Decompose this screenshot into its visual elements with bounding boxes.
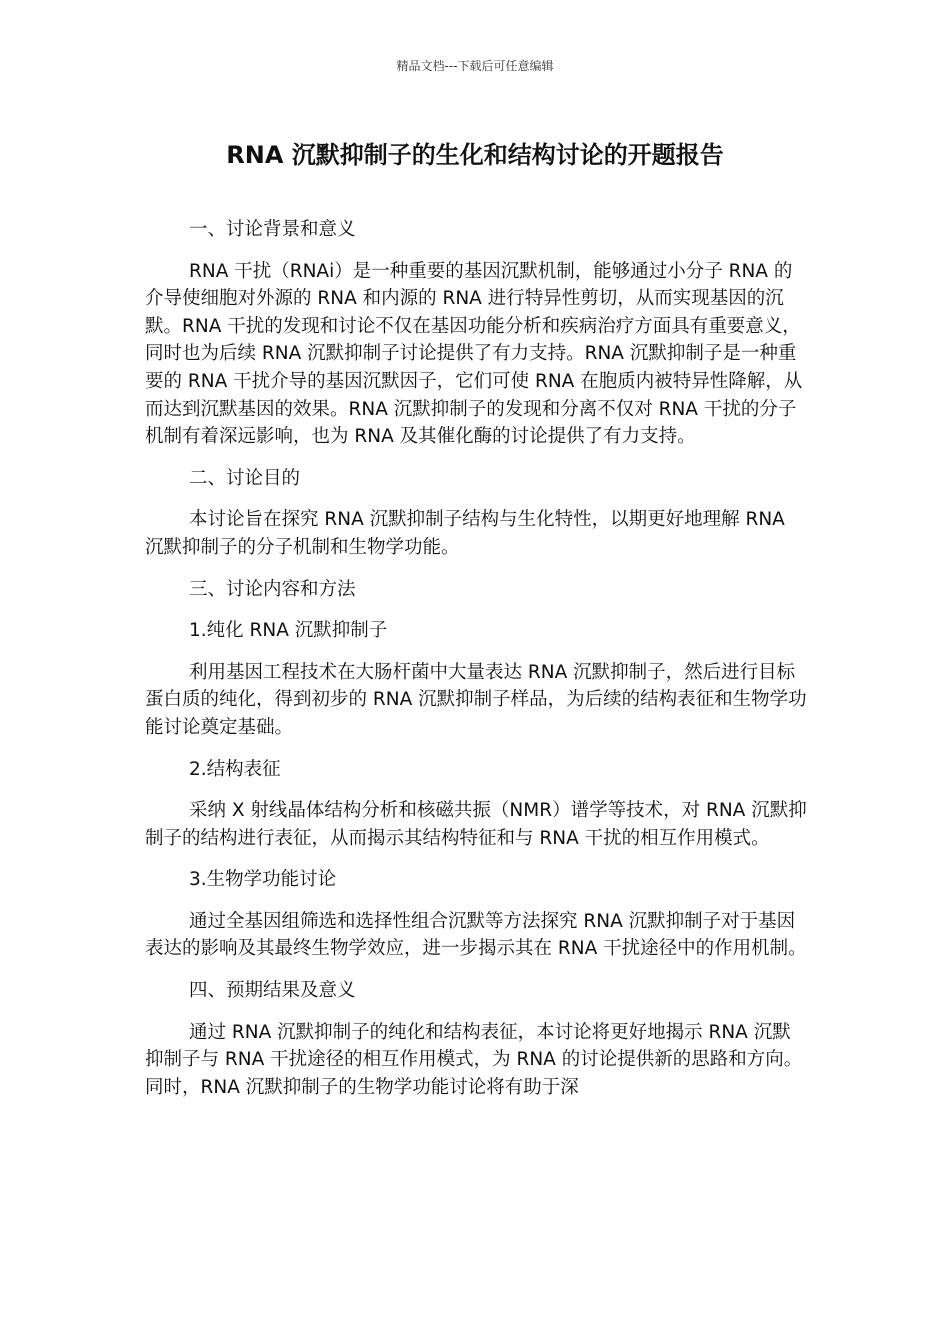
subsection-heading-structure: 2.结构表征 [189,758,281,780]
function-paragraph: 通过全基因组筛选和选择性组合沉默等方法探究 RNA 沉默抑制子对于基因表达的影响及其最终生物学效应，进一步揭示其在 RNA 干扰途径中的作用机制。 [145,910,807,960]
section-heading-expected-results: 四、预期结果及意义 [189,980,356,1002]
structure-paragraph: 采纳 X 射线晶体结构分析和核磁共振（NMR）谱学等技术，对 RNA 沉默抑制子的结构进行表征，从而揭示其结构特征和与 RNA 干扰的相互作用模式。 [145,800,807,849]
section-heading-objective: 二、讨论目的 [189,467,301,489]
page-header: 精品文档---下载后可任意编辑 [396,59,554,73]
expected-results-paragraph: 通过 RNA 沉默抑制子的纯化和结构表征，本讨论将更好地揭示 RNA 沉默抑制子与 RNA 干扰途径的相互作用模式，为 RNA 的讨论提供新的思路和方向。同时，RNA 沉默抑制子的生物学功能讨论将有助于深 [145,1021,803,1098]
document-title: RNA 沉默抑制子的生化和结构讨论的开题报告 [226,141,724,169]
section-heading-methods: 三、讨论内容和方法 [189,578,356,600]
objective-paragraph: 本讨论旨在探究 RNA 沉默抑制子结构与生化特性，以期更好地理解 RNA 沉默抑制子的分子机制和生物学功能。 [145,509,785,558]
purification-paragraph: 利用基因工程技术在大肠杆菌中大量表达 RNA 沉默抑制子，然后进行目标蛋白质的纯化，得到初步的 RNA 沉默抑制子样品，为后续的结构表征和生物学功能讨论奠定基础。 [145,661,807,738]
subsection-heading-function: 3.生物学功能讨论 [189,869,337,891]
document-body [145,216,807,1101]
background-paragraph: RNA 干扰（RNAi）是一种重要的基因沉默机制，能够通过小分子 RNA 的介导使细胞对外源的 RNA 和内源的 RNA 进行特异性剪切，从而实现基因的沉默。RNA 干扰的发现和讨论不仅在基因功能分析和疾病治疗方面具有重要意义，同时也为后续 RNA 沉默抑制子讨论提供了有力支持。RNA 沉默抑制子是一种重要的 RNA 干扰介导的基因沉默因子，它们可使 RNA 在胞质内被特异性降解，从而达到沉默基因的效果。RNA 沉默抑制子的发现和分离不仅对 RNA 干扰的分子机制有着深远影响，也为 RNA 及其催化酶的讨论提供了有力支持。 [145,260,803,448]
subsection-heading-purification: 1.纯化 RNA 沉默抑制子 [189,620,388,642]
section-heading-background: 一、讨论背景和意义 [189,219,356,240]
